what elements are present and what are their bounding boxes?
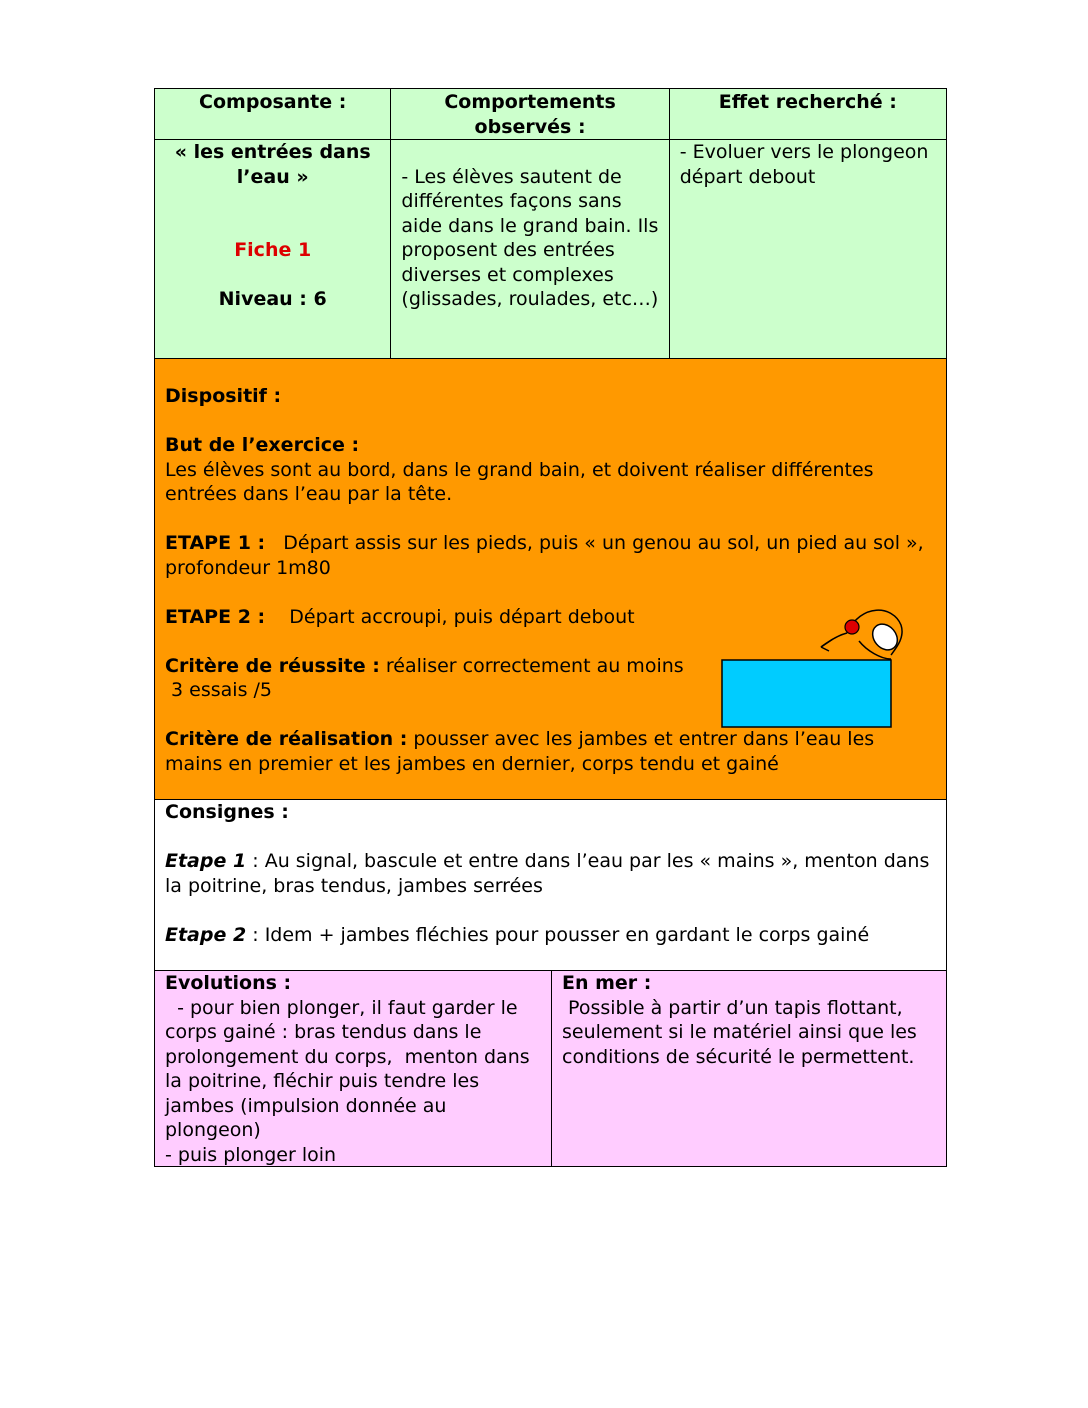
en-mer-cell [551, 971, 946, 1166]
evolutions-row [154, 971, 947, 1167]
consigne-etape2-label: Etape 2 [165, 923, 247, 946]
etape1-text: Départ assis sur les pieds, puis « un genou au sol, un pied au sol », profondeur 1m80 [165, 532, 930, 579]
header-effet: Effet recherché : [669, 89, 946, 139]
etape2-label: ETAPE 2 : [165, 605, 266, 628]
etape1-label: ETAPE 1 : [165, 532, 266, 554]
consigne-etape1 [165, 849, 936, 898]
en-mer-text: Possible à partir d’un tapis flottant, seulement si le matériel ainsi que les conditions de sécurité le permettent. [562, 996, 923, 1068]
evolutions-text-2: - puis plonger loin [165, 1143, 337, 1166]
header-composante: Composante : [199, 91, 347, 113]
niveau: Niveau : 6 [218, 288, 327, 310]
effet-text: - Evoluer vers le plongeon départ debout [679, 141, 929, 188]
pool-block [722, 660, 891, 727]
effet-cell [669, 140, 946, 358]
dispositif-title: Dispositif : [165, 385, 282, 407]
realisation-text: pousser avec les jambes et entrer dans l’eau les mains en premier et les jambes en dernier, corps tendu et gainé [165, 728, 875, 775]
evolutions-text: - pour bien plonger, il faut garder le corps gainé : bras tendus dans le prolongement du corps, menton dans la poitrine, fléchir puis tendre les jambes (impulsion donnée au plongeon) [165, 996, 536, 1141]
reussite-text-2: 3 essais /5 [165, 679, 273, 701]
consigne-etape2-text: : Idem + jambes fléchies pour pousser en gardant le corps gainé [246, 923, 870, 946]
consignes-cell [155, 800, 946, 970]
composante-cell [155, 140, 390, 358]
comportements-cell [390, 140, 668, 358]
diving-illustration [721, 599, 921, 734]
fiche-number: Fiche 1 [234, 239, 312, 261]
comportements-text: - Les élèves sautent de différentes façons sans aide dans le grand bain. Ils proposent des entrées diverses et complexes (glissades, roulades, etc…) [401, 165, 659, 310]
etape1-line [165, 531, 936, 580]
but-label: But de l’exercice : [165, 434, 360, 456]
reussite-label: Critère de réussite : [165, 654, 380, 677]
consigne-etape2 [165, 923, 936, 948]
dispositif-cell [155, 359, 946, 799]
composante-title: « les entrées dans l’eau » [174, 141, 371, 188]
realisation-label: Critère de réalisation : [165, 728, 408, 750]
en-mer-title: En mer : [562, 972, 652, 994]
but-text: Les élèves sont au bord, dans le grand bain, et doivent réaliser différentes entrées dans l’eau par la tête. [165, 458, 874, 505]
consigne-etape1-label: Etape 1 [165, 850, 247, 872]
diver-figure [821, 610, 902, 659]
realisation-line [165, 727, 936, 776]
header-row [154, 88, 947, 140]
fiche-table [154, 88, 947, 1167]
evolutions-title: Evolutions : [165, 972, 292, 994]
reussite-text: réaliser correctement au moins [379, 654, 684, 677]
header-comportements: Comportements observés : [390, 89, 668, 139]
evolutions-cell [155, 971, 551, 1166]
consignes-row [154, 800, 947, 971]
consigne-etape1-text: : Au signal, bascule et entre dans l’eau par les « mains », menton dans la poitrine, bras tendus, jambes serrées [165, 850, 930, 897]
info-row [154, 140, 947, 359]
dispositif-row [154, 359, 947, 800]
etape2-text: Départ accroupi, puis départ debout [265, 605, 635, 628]
consignes-title: Consignes : [165, 801, 289, 823]
